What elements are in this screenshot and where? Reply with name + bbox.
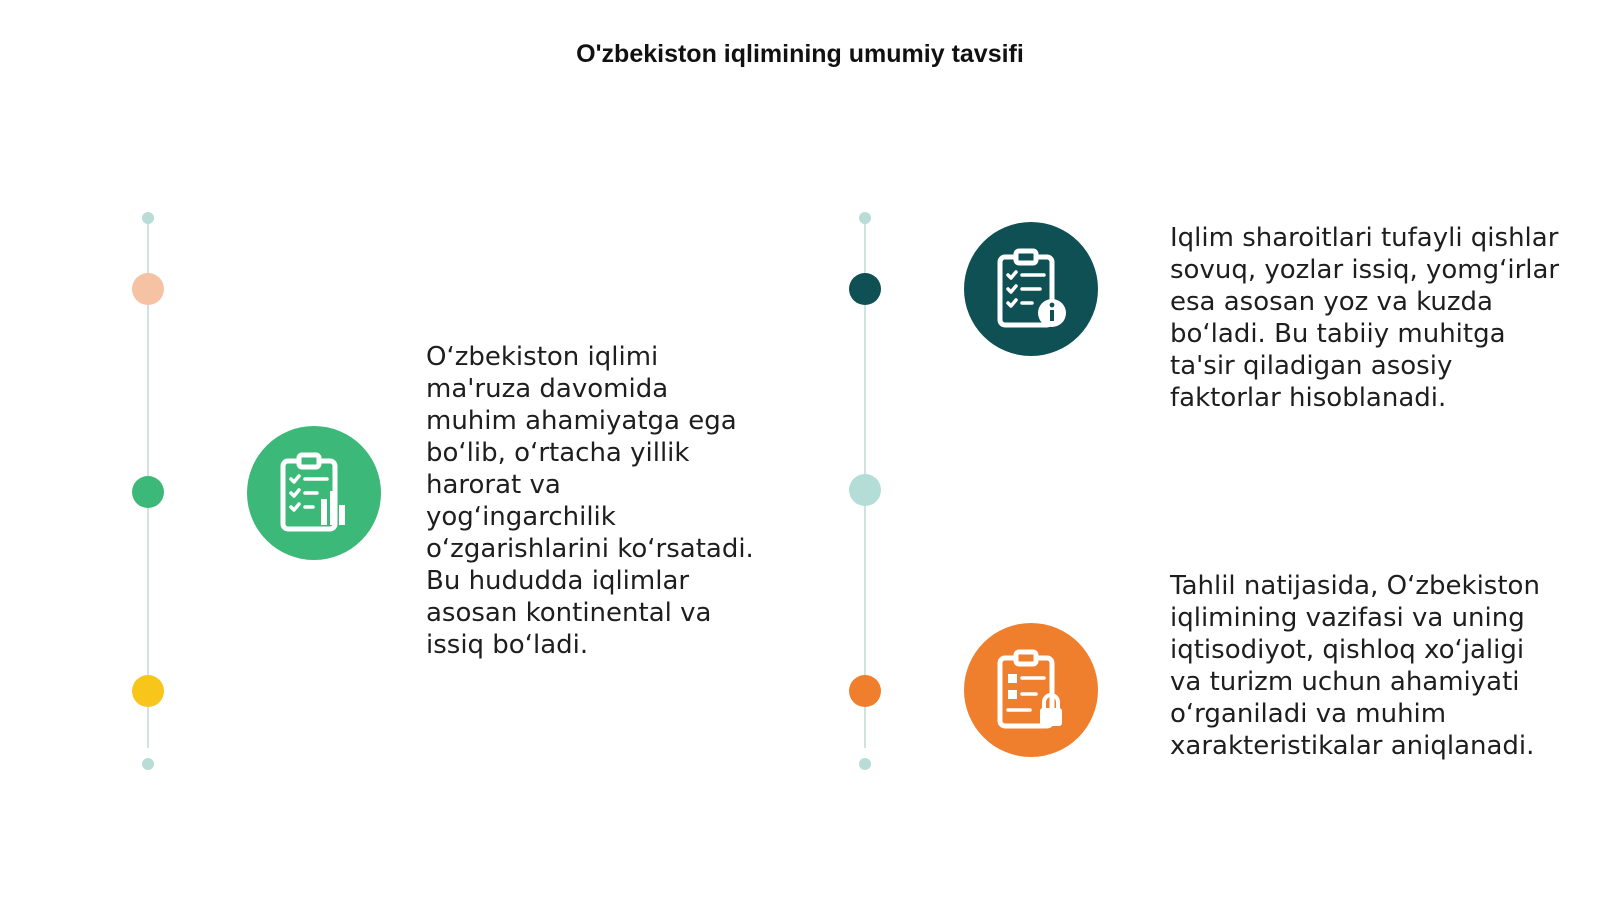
timeline-node-orange bbox=[849, 675, 881, 707]
clipboard-chart-icon bbox=[247, 426, 381, 560]
timeline-node-yellow bbox=[132, 675, 164, 707]
clipboard-info-icon bbox=[964, 222, 1098, 356]
page-title: O'zbekiston iqlimining umumiy tavsifi bbox=[576, 40, 1024, 68]
timeline-start-dot bbox=[859, 212, 871, 224]
timeline-node-light-teal bbox=[849, 474, 881, 506]
timeline-node-peach bbox=[132, 273, 164, 305]
timeline-end-dot bbox=[859, 758, 871, 770]
clipboard-lock-icon bbox=[964, 623, 1098, 757]
item-2-text: Iqlim sharoitlari tufayli qishlar sovuq, yozlar issiq, yomg‘irlar esa asosan yoz va kuzda bo‘ladi. Bu tabiiy muhitga ta'sir qiladigan asosiy faktorlar hisoblanadi. bbox=[1170, 223, 1560, 413]
timeline-start-dot bbox=[142, 212, 154, 224]
timeline-node-green bbox=[132, 476, 164, 508]
item-1-text: O‘zbekiston iqlimi ma'ruza davomida muhim ahamiyatga ega bo‘lib, o‘rtacha yillik harorat va yog‘ingarchilik o‘zgarishlarini ko‘rsatadi. Bu hududda iqlimlar asosan kontinental va issiq bo‘ladi. bbox=[426, 342, 754, 660]
timeline-end-dot bbox=[142, 758, 154, 770]
item-3-text: Tahlil natijasida, O‘zbekiston iqlimining vazifasi va uning iqtisodiyot, qishloq xo‘jaligi va turizm uchun ahamiyati o‘rganiladi va muhim xarakteristikalar aniqlanadi. bbox=[1170, 571, 1540, 761]
timeline-node-dark-teal bbox=[849, 273, 881, 305]
